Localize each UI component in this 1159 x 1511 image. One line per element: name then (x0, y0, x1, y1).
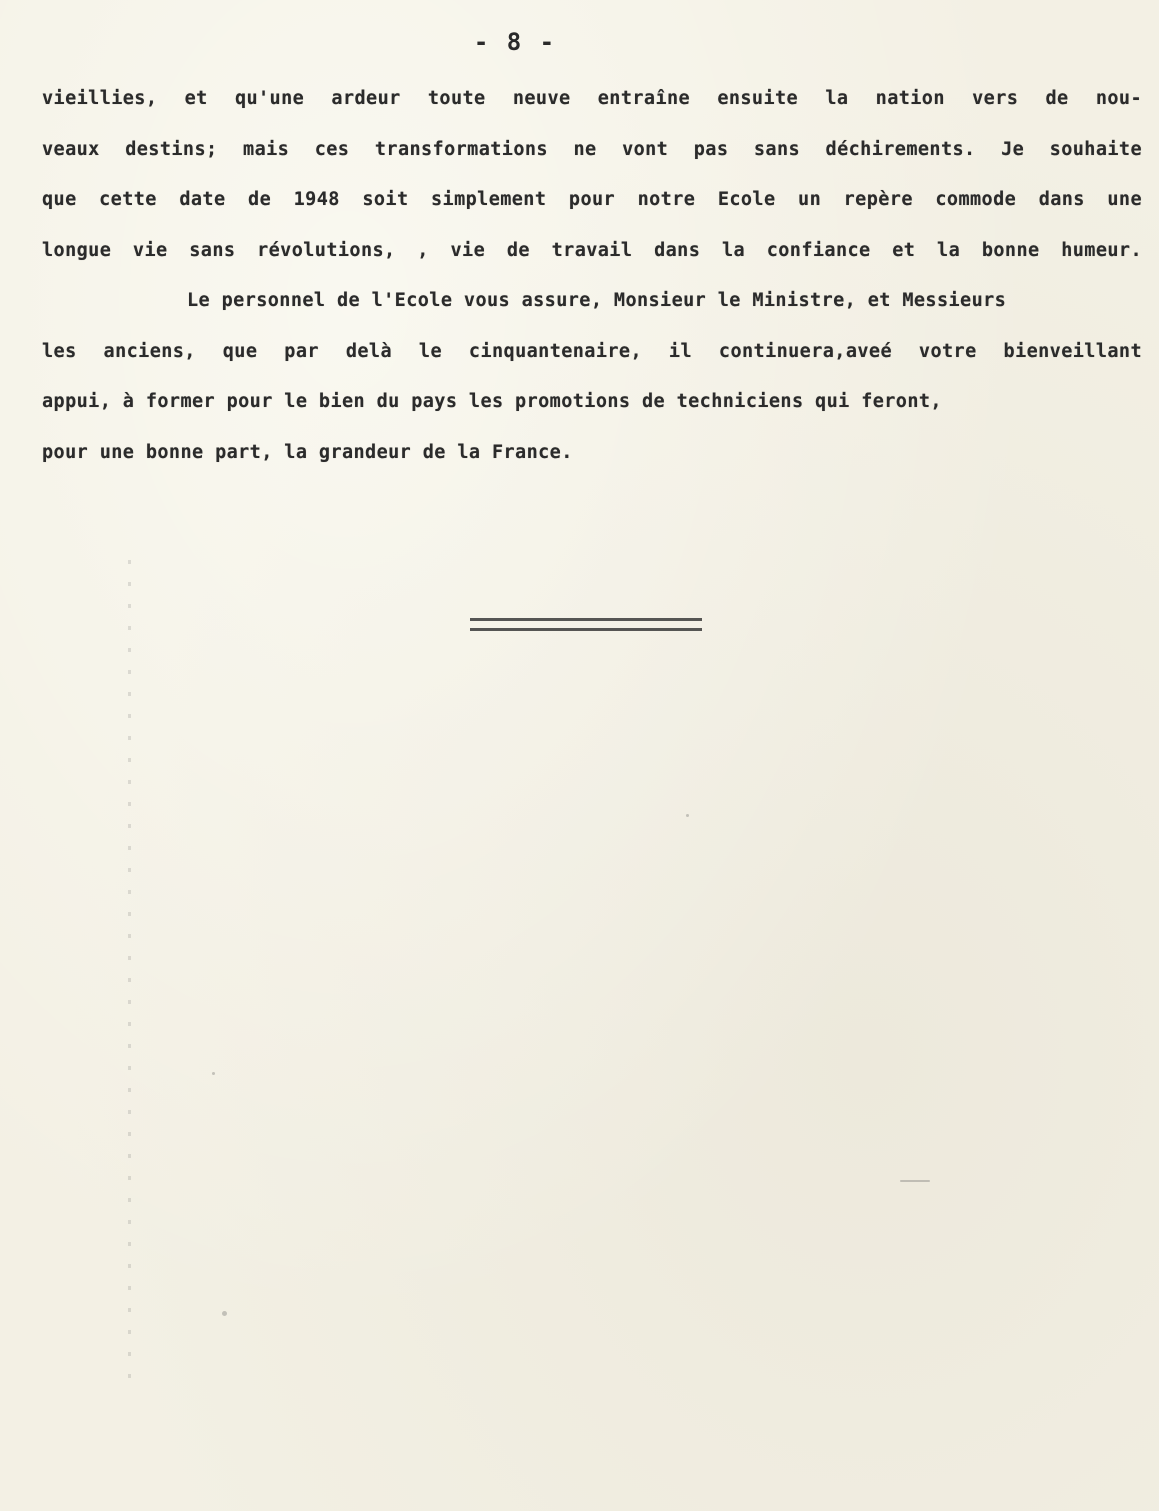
text-line: Le personnel de l'Ecole vous assure, Monsieur le Ministre, et Messieurs (187, 290, 1007, 311)
text-line: vieillies, et qu'une ardeur toute neuve entraîne ensuite la nation vers de nou- (42, 88, 1142, 109)
text-line: que cette date de 1948 soit simplement pour notre Ecole un repère commode dans une (42, 189, 1142, 210)
paragraph-1 (42, 74, 1142, 276)
text-line: appui, à former pour le bien du pays les promotions de techniciens qui feront, (42, 391, 942, 412)
closing-rule (470, 618, 702, 631)
paper-speck (900, 1180, 930, 1182)
text-line: longue vie sans révolutions, , vie de travail dans la confiance et la bonne humeur. (42, 239, 1142, 261)
paragraph-2 (42, 276, 1142, 478)
body-text (42, 74, 1142, 478)
paper-speck (222, 1311, 227, 1316)
paper-speck (212, 1072, 215, 1075)
paper-speck (686, 814, 689, 817)
text-line: veaux destins; mais ces transformations ne vont pas sans déchirements. Je souhaite (42, 138, 1142, 160)
page-number: - 8 - (473, 28, 557, 56)
text-line: pour une bonne part, la grandeur de la France. (42, 441, 573, 463)
margin-streak (128, 560, 131, 1380)
text-line: les anciens, que par delà le cinquantenaire, il continuera,aveé votre bienveillant (42, 340, 1142, 362)
